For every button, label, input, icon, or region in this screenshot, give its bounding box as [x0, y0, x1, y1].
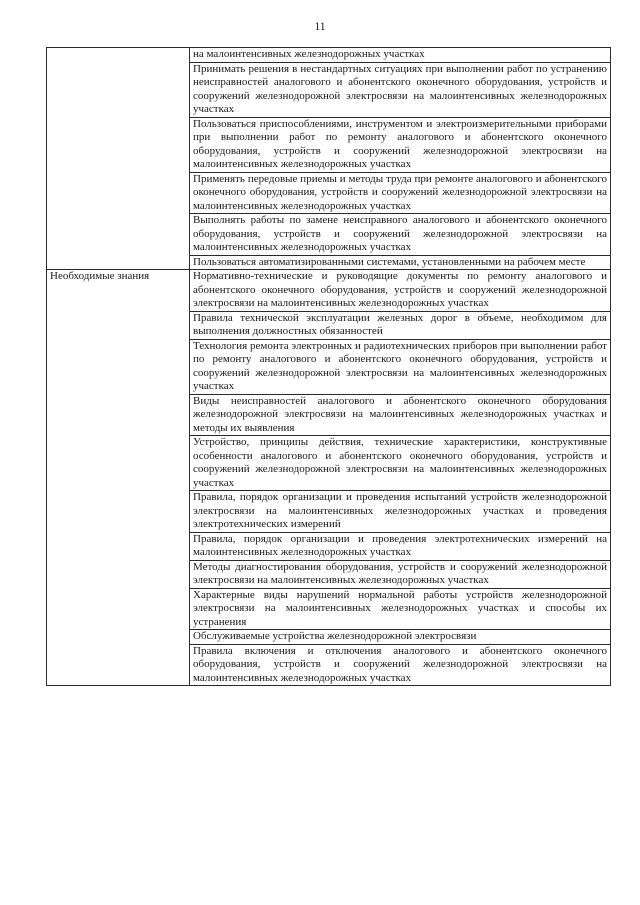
table-cell	[190, 172, 611, 214]
skill-item: Применять передовые приемы и методы труда при ремонте аналогового и абонентского оконечного оборудования, устройств и сооружений железнодорожной электросвязи на малоинтенсивных железнодорожных участках	[193, 172, 607, 212]
table-cell	[190, 117, 611, 172]
skill-item: Пользоваться автоматизированными системами, установленными на рабочем месте	[193, 255, 586, 268]
skill-item: на малоинтенсивных железнодорожных участках	[193, 48, 425, 60]
table-cell	[190, 491, 611, 533]
knowledge-item: Правила технической эксплуатации железных дорог в объеме, необходимом для выполнения должностных обязанностей	[193, 311, 607, 337]
knowledge-item: Правила включения и отключения аналогового и абонентского оконечного оборудования, устройств и сооружений железнодорожной электросвязи на малоинтенсивных железнодорожных участках	[193, 644, 607, 684]
table-row	[47, 48, 611, 63]
table-cell	[190, 630, 611, 645]
table-cell	[190, 339, 611, 394]
knowledge-item: Устройство, принципы действия, технические характеристики, конструктивные особенности аналогового и абонентского оконечного оборудования, устройств и сооружений железнодорожной электросвязи на малоинтенсивных железнодорожных участках	[193, 436, 607, 489]
skill-item: Принимать решения в нестандартных ситуациях при выполнении работ по устранению неисправностей аналогового и абонентского оконечного оборудования, устройств и сооружений железнодорожной электросвязи на малоинтенсивных железнодорожных участках	[193, 62, 607, 115]
table-cell	[190, 394, 611, 436]
table-row	[47, 270, 611, 312]
knowledge-label: Необходимые знания	[50, 270, 150, 282]
knowledge-item: Технология ремонта электронных и радиотехнических приборов при выполнении работ по ремонту аналогового и абонентского оконечного оборудования, устройств и сооружений железнодорожной электросвязи на малоинтенсивных железнодорожных участках	[193, 339, 607, 392]
table-cell	[190, 588, 611, 630]
table-cell	[190, 48, 611, 63]
knowledge-item: Правила, порядок организации и проведения электротехнических измерений на малоинтенсивных железнодорожных участках	[193, 532, 607, 558]
table-cell	[190, 214, 611, 256]
page-number: 11	[314, 21, 326, 33]
table-cell	[190, 644, 611, 686]
table-cell	[190, 311, 611, 339]
table-cell	[190, 532, 611, 560]
knowledge-item: Правила, порядок организации и проведения испытаний устройств железнодорожной электросвязи на малоинтенсивных железнодорожных участках и проведения электротехнических измерений	[193, 491, 607, 530]
skills-label-cell	[47, 48, 190, 270]
table-cell	[190, 270, 611, 312]
knowledge-label-cell	[47, 270, 190, 686]
knowledge-item: Виды неисправностей аналогового и абонентского оконечного оборудования железнодорожной электросвязи на малоинтенсивных железнодорожных участках и методы их выявления	[193, 394, 607, 434]
knowledge-item: Методы диагностирования оборудования, устройств и сооружений железнодорожной электросвязи на малоинтенсивных железнодорожных участках	[193, 560, 607, 586]
knowledge-item: Характерные виды нарушений нормальной работы устройств железнодорожной электросвязи на малоинтенсивных железнодорожных участках и способы их устранения	[193, 588, 607, 628]
knowledge-item: Обслуживаемые устройства железнодорожной электросвязи	[193, 630, 477, 642]
table-cell	[190, 62, 611, 117]
qualification-table	[46, 47, 611, 686]
knowledge-item: Нормативно-технические и руководящие документы по ремонту аналогового и абонентского оконечного оборудования, устройств и сооружений железнодорожной электросвязи на малоинтенсивных железнодорожных участках	[193, 270, 607, 309]
skill-item: Выполнять работы по замене неисправного аналогового и абонентского оконечного оборудования, устройств и сооружений железнодорожной электросвязи на малоинтенсивных железнодорожных участках	[193, 214, 607, 253]
table-cell	[190, 560, 611, 588]
table-cell	[190, 436, 611, 491]
table-cell	[190, 255, 611, 270]
skill-item: Пользоваться приспособлениями, инструментом и электроизмерительными приборами при выполнении работ по ремонту аналогового и абонентского оконечного оборудования, устройств и сооружений железнодорожной электросвязи на малоинтенсивных железнодорожных участках	[193, 117, 607, 170]
